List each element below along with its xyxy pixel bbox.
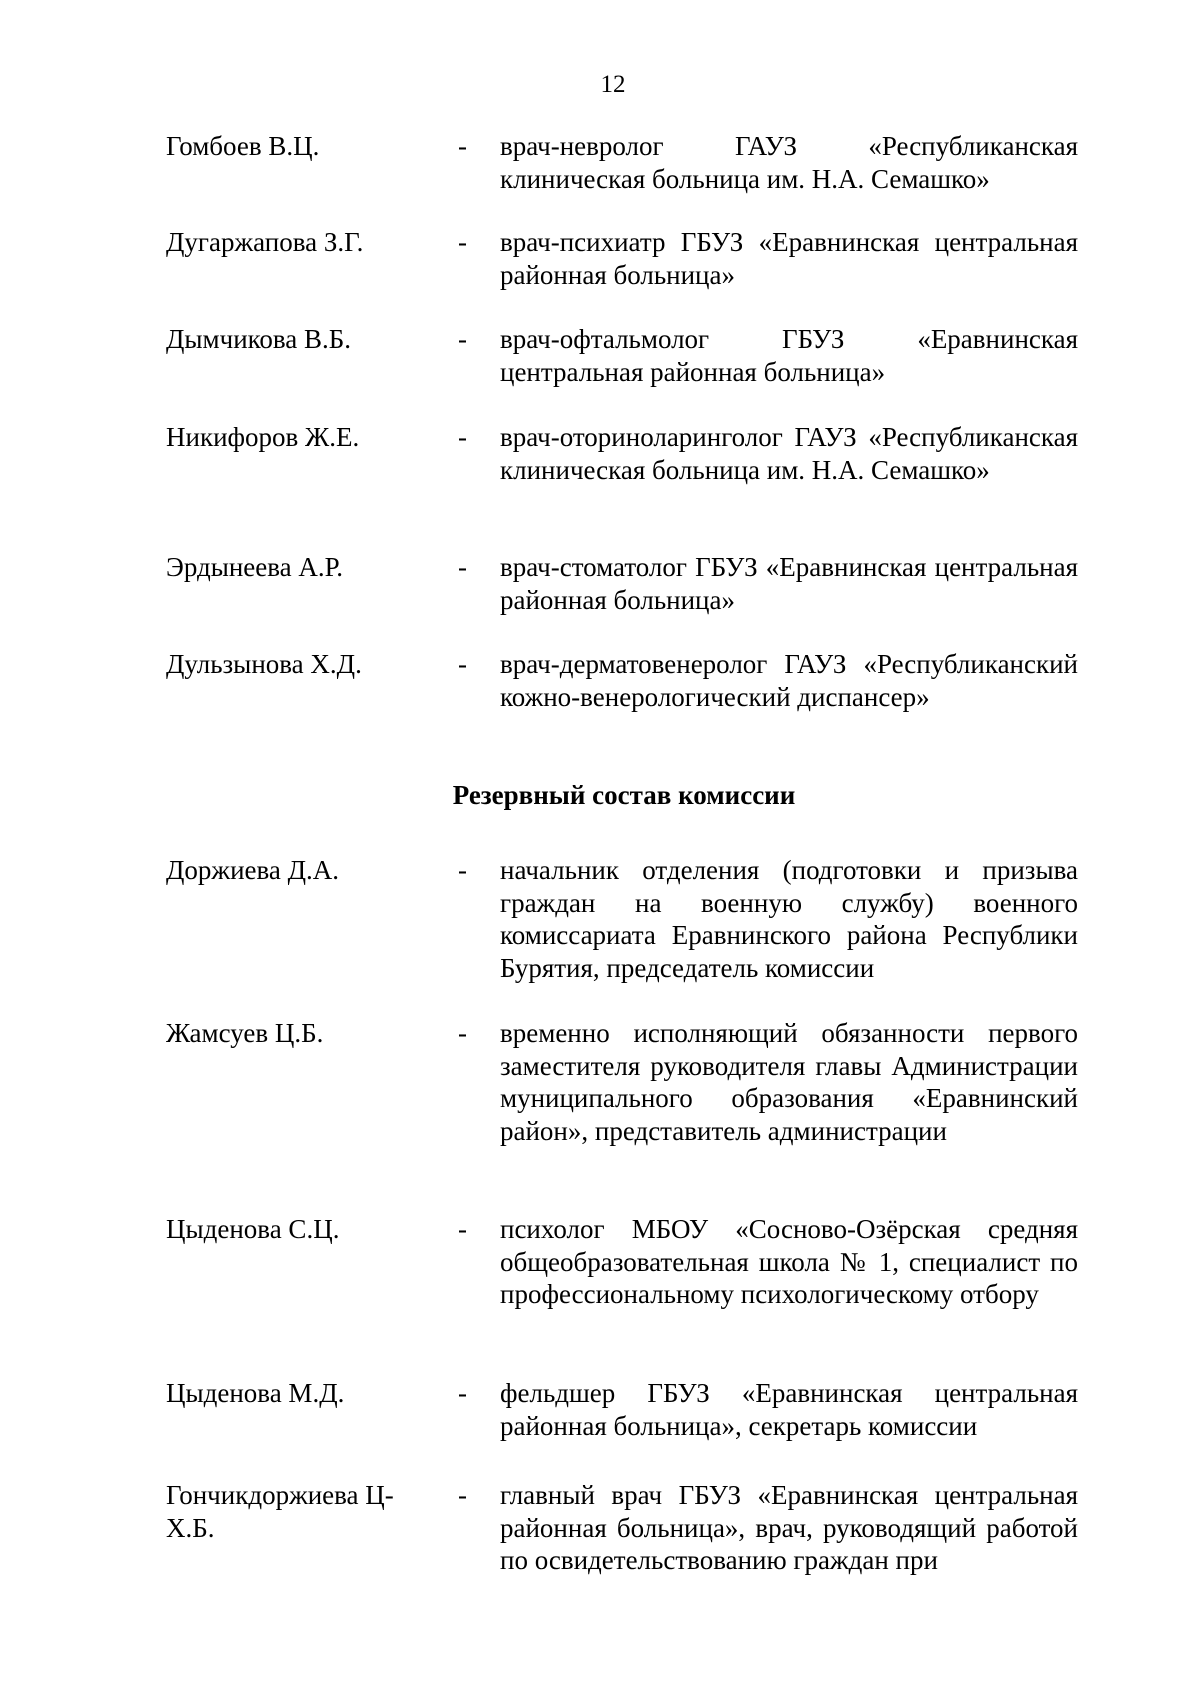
- member-role: врач-невролог ГАУЗ «Республиканская клиническая больница им. Н.А. Семашко»: [500, 131, 1078, 194]
- member-name: Цыденова М.Д.: [166, 1378, 345, 1408]
- member-dash: -: [458, 1018, 467, 1048]
- member-name: Дымчикова В.Б.: [166, 324, 352, 354]
- member-role: врач-психиатр ГБУЗ «Еравнинская центральная районная больница»: [500, 227, 1078, 290]
- member-name: Никифоров Ж.Е.: [166, 422, 360, 452]
- page-number: 12: [600, 71, 626, 98]
- member-dash: -: [458, 552, 467, 582]
- member-dash: -: [458, 1378, 467, 1408]
- member-dash: -: [458, 1480, 467, 1510]
- member-role: врач-дерматовенеролог ГАУЗ «Республиканский кожно-венерологический диспансер»: [500, 649, 1078, 712]
- member-dash: -: [458, 131, 467, 161]
- member-role: начальник отделения (подготовки и призыва граждан на военную службу) военного комиссариата Еравнинского района Республики Бурятия, председатель комиссии: [500, 855, 1078, 983]
- member-dash: -: [458, 855, 467, 885]
- reserve-heading: Резервный состав комиссии: [452, 780, 796, 810]
- member-name: Эрдынеева А.Р.: [166, 552, 344, 582]
- member-dash: -: [458, 649, 467, 679]
- member-role: врач-оториноларинголог ГАУЗ «Республиканская клиническая больница им. Н.А. Семашко»: [500, 422, 1078, 485]
- member-dash: -: [458, 324, 467, 354]
- member-role: психолог МБОУ «Сосново-Озёрская средняя общеобразовательная школа № 1, специалист по профессиональному психологическому отбору: [500, 1214, 1078, 1309]
- member-name: Жамсуев Ц.Б.: [166, 1018, 324, 1048]
- member-name: Цыденова С.Ц.: [166, 1214, 340, 1244]
- member-dash: -: [458, 422, 467, 452]
- member-role: врач-стоматолог ГБУЗ «Еравнинская центральная районная больница»: [500, 552, 1078, 615]
- member-dash: -: [458, 227, 467, 257]
- member-dash: -: [458, 1214, 467, 1244]
- member-role: врач-офтальмолог ГБУЗ «Еравнинская центральная районная больница»: [500, 324, 1078, 387]
- member-name: Доржиева Д.А.: [166, 855, 340, 885]
- member-name: Дульзынова Х.Д.: [166, 649, 362, 679]
- member-name: Гончикдоржиева Ц-Х.Б.: [166, 1480, 394, 1543]
- member-name: Гомбоев В.Ц.: [166, 131, 320, 161]
- member-role: главный врач ГБУЗ «Еравнинская центральная районная больница», врач, руководящий работой по освидетельствованию граждан при: [500, 1480, 1078, 1575]
- member-name: Дугаржапова З.Г.: [166, 227, 364, 257]
- member-role: временно исполняющий обязанности первого заместителя руководителя главы Администрации муниципального образования «Еравнинский район», представитель администрации: [500, 1018, 1078, 1146]
- member-role: фельдшер ГБУЗ «Еравнинская центральная районная больница», секретарь комиссии: [500, 1378, 1078, 1441]
